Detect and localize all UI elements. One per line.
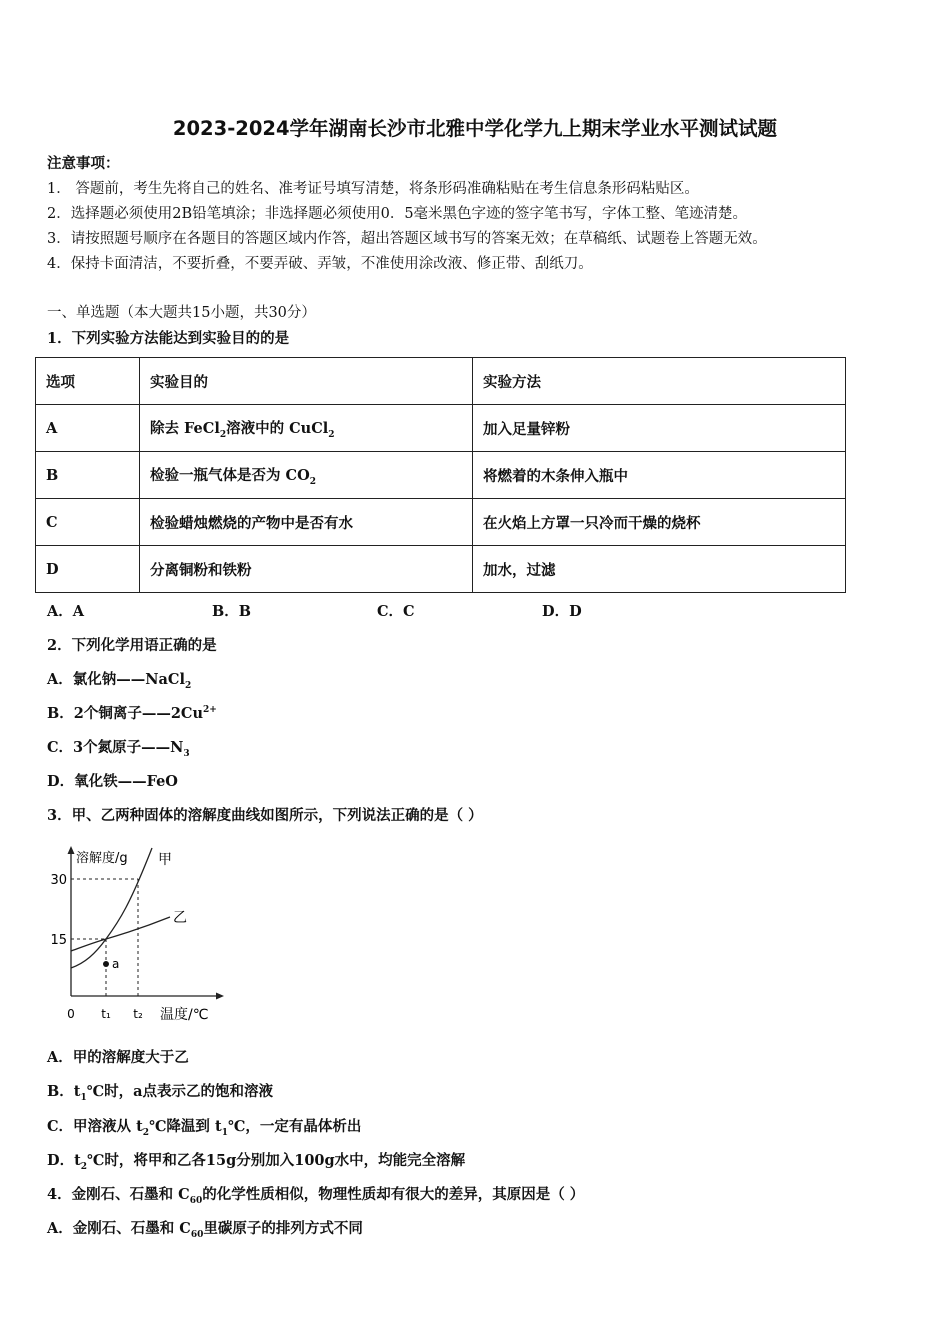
table-row [36,499,846,546]
table-cell-purpose: 检验蜡烛燃烧的产物中是否有水 [140,499,473,546]
question-2-stem: 2．下列化学用语正确的是 [47,637,217,654]
table-header: 实验目的 [140,358,473,405]
table-cell-option: B [36,452,140,499]
note-item: 2．选择题必须使用2B铅笔填涂；非选择题必须使用0．5毫米黑色字迹的签字笔书写，字体工整、笔迹清楚。 [47,206,748,222]
option-c: C．C [377,603,415,620]
question-1-stem: 1．下列实验方法能达到实验目的的是 [47,330,290,347]
notes-heading: 注意事项： [47,155,120,172]
q3-option-a: A．甲的溶解度大于乙 [47,1049,189,1066]
table-cell-option: C [36,499,140,546]
point-label: a [112,957,120,971]
series-label-jia: 甲 [158,852,172,868]
y-axis-arrow [68,846,75,854]
q2-option-c: C．3个氮原子$——N_3$ [47,739,190,759]
solubility-chart [40,838,240,1030]
x-axis-label: 温度/℃ [160,1007,209,1023]
table-cell-purpose: 除去 FeCl$_2$溶液中的 CuCl$_2$ [140,405,473,452]
question-3-stem: 3．甲、乙两种固体的溶解度曲线如图所示，下列说法正确的是（ ） [47,807,483,824]
y-tick-label: 30 [50,873,67,888]
table-row [36,452,846,499]
table-cell-purpose: 分离铜粉和铁粉 [140,546,473,593]
question-1-options [47,600,582,621]
note-item: 4．保持卡面清洁，不要折叠，不要弄破、弄皱，不准使用涂改液、修正带、刮纸刀。 [47,256,593,272]
q3-option-c: C．甲溶液从 $t_2℃$降温到 $t_1℃$，一定有晶体析出 [47,1118,362,1138]
table-cell-purpose: 检验一瓶气体是否为 $CO_2$ [140,452,473,499]
note-item: 3．请按照题号顺序在各题目的答题区域内作答，超出答题区域书写的答案无效；在草稿纸、试题卷上答题无效。 [47,231,767,247]
table-cell-option: D [36,546,140,593]
table-header: 选项 [36,358,140,405]
table-cell-method: 加水，过滤 [473,546,846,593]
table-cell-method: 加入足量锌粉 [473,405,846,452]
curve-yi [71,917,170,951]
q2-option-a: A．氯化钠——NaCl$_2$ [47,671,192,691]
q3-option-d: D．$t_2℃$时，将甲和乙各15g分别加入100g水中，均能完全溶解 [47,1152,466,1172]
note-item: 1． 答题前，考生先将自己的姓名、准考证号填写清楚，将条形码准确粘贴在考生信息条形码粘贴区。 [47,181,699,197]
q3-option-b: B．$t_1℃$时，a点表示乙的饱和溶液 [47,1083,274,1103]
q2-option-d: D．氧化铁——FeO [47,773,178,790]
table-cell-option: A [36,405,140,452]
x-tick-label: t₁ [101,1007,111,1021]
x-axis-arrow [216,993,224,1000]
section-heading: 一、单选题（本大题共15小题，共30分） [47,305,316,321]
option-b: B．B [212,603,252,620]
table-cell-method: 在火焰上方罩一只冷而干燥的烧杯 [473,499,846,546]
page-title: 2023-2024学年湖南长沙市北雅中学化学九上期末学业水平测试试题 [172,117,778,140]
origin-label: 0 [67,1007,75,1021]
option-d: D．D [542,603,582,620]
table-header: 实验方法 [473,358,846,405]
table-row [36,546,846,593]
q2-option-b: B．2个铜离子$——2Cu^{2+}$ [47,705,217,722]
option-a: A．A [47,603,85,620]
curve-jia [71,848,152,968]
table-header-row [36,358,846,405]
point-a [103,961,109,967]
table-row [36,405,846,452]
series-label-yi: 乙 [173,910,187,926]
question-1-table [35,357,846,593]
x-tick-label: t₂ [133,1007,143,1021]
y-tick-label: 15 [50,933,67,948]
question-4-stem: 4．金刚石、石墨和 $C_{60}$的化学性质相似，物理性质却有很大的差异，其原因是（ ） [47,1186,585,1206]
q4-option-a: A．金刚石、石墨和 $C_{60}$里碳原子的排列方式不同 [47,1220,363,1240]
y-axis-label: 溶解度/g [76,851,128,866]
table-cell-method: 将燃着的木条伸入瓶中 [473,452,846,499]
